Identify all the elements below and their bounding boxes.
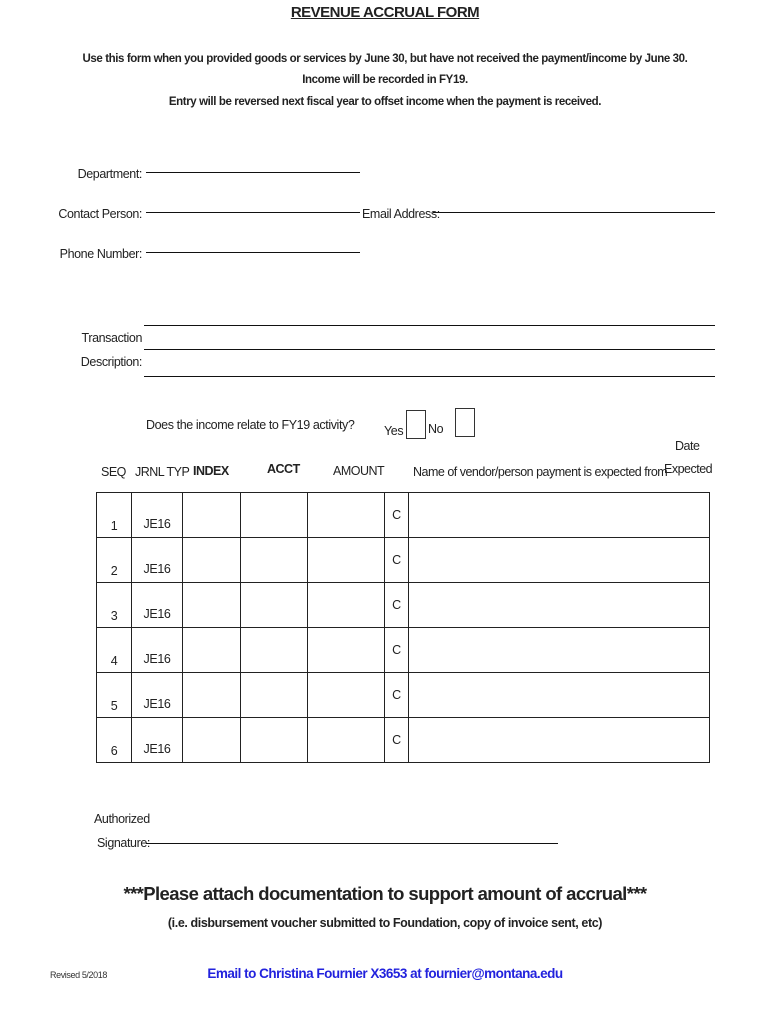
seq-cell: 4 [97, 628, 132, 673]
header-acct: ACCT [267, 462, 300, 476]
jrnl-type-cell: JE16 [132, 493, 183, 538]
vendor-name-cell[interactable] [409, 493, 710, 538]
seq-cell: 3 [97, 583, 132, 628]
acct-cell[interactable] [241, 493, 308, 538]
index-cell[interactable] [183, 583, 241, 628]
amount-cell[interactable] [308, 583, 385, 628]
header-jrnl-typ: JRNL TYP [135, 465, 190, 479]
amount-cell[interactable] [308, 673, 385, 718]
index-cell[interactable] [183, 718, 241, 763]
signature-label: Signature: [97, 836, 150, 850]
table-row [97, 718, 710, 763]
contact-person-label: Contact Person: [58, 207, 142, 221]
jrnl-type-cell: JE16 [132, 628, 183, 673]
yes-checkbox[interactable] [406, 410, 426, 439]
table-row [97, 493, 710, 538]
contact-person-field[interactable] [146, 212, 360, 213]
jrnl-type-cell: JE16 [132, 583, 183, 628]
jrnl-type-cell: JE16 [132, 673, 183, 718]
header-index: INDEX [193, 464, 229, 478]
seq-cell: 6 [97, 718, 132, 763]
credit-indicator-cell: C [385, 673, 409, 718]
accrual-entries-table [96, 492, 710, 763]
index-cell[interactable] [183, 628, 241, 673]
index-cell[interactable] [183, 673, 241, 718]
credit-indicator-cell: C [385, 718, 409, 763]
description-label: Description: [80, 355, 142, 369]
index-cell[interactable] [183, 493, 241, 538]
header-expected: Expected [664, 462, 713, 476]
transaction-description-line-3[interactable] [144, 376, 715, 377]
amount-cell[interactable] [308, 493, 385, 538]
acct-cell[interactable] [241, 673, 308, 718]
transaction-label: Transaction [81, 331, 142, 345]
seq-cell: 5 [97, 673, 132, 718]
department-label: Department: [77, 167, 142, 181]
form-title: REVENUE ACCRUAL FORM [290, 4, 480, 21]
header-amount: AMOUNT [333, 464, 385, 478]
instruction-line-1: Use this form when you provided goods or services by June 30, but have not received the payment/income by June 30. [82, 53, 688, 65]
credit-indicator-cell: C [385, 493, 409, 538]
documentation-examples: (i.e. disbursement voucher submitted to Foundation, copy of invoice sent, etc) [167, 916, 603, 930]
header-seq: SEQ [101, 465, 126, 479]
credit-indicator-cell: C [385, 583, 409, 628]
acct-cell[interactable] [241, 718, 308, 763]
transaction-description-line-1[interactable] [144, 325, 715, 326]
vendor-name-cell[interactable] [409, 538, 710, 583]
phone-number-label: Phone Number: [59, 247, 142, 261]
email-instructions[interactable]: Email to Christina Fournier X3653 at fournier@montana.edu [207, 966, 563, 981]
vendor-name-cell[interactable] [409, 673, 710, 718]
no-label: No [428, 422, 444, 436]
no-checkbox[interactable] [455, 408, 475, 437]
attach-documentation-note: ***Please attach documentation to support amount of accrual*** [123, 883, 647, 904]
seq-cell: 1 [97, 493, 132, 538]
signature-field[interactable] [146, 843, 558, 844]
fy-activity-question: Does the income relate to FY19 activity? [146, 418, 355, 432]
transaction-description-line-2[interactable] [144, 349, 715, 350]
acct-cell[interactable] [241, 538, 308, 583]
jrnl-type-cell: JE16 [132, 718, 183, 763]
department-field[interactable] [146, 172, 360, 173]
amount-cell[interactable] [308, 538, 385, 583]
phone-number-field[interactable] [146, 252, 360, 253]
table-row [97, 673, 710, 718]
authorized-label: Authorized [94, 812, 150, 826]
instruction-line-2: Income will be recorded in FY19. [302, 74, 468, 86]
revised-date: Revised 5/2018 [50, 970, 107, 980]
jrnl-type-cell: JE16 [132, 538, 183, 583]
table-row [97, 583, 710, 628]
amount-cell[interactable] [308, 718, 385, 763]
header-date: Date [675, 439, 700, 453]
instruction-line-3: Entry will be reversed next fiscal year to offset income when the payment is received. [168, 96, 602, 108]
vendor-name-cell[interactable] [409, 718, 710, 763]
amount-cell[interactable] [308, 628, 385, 673]
seq-cell: 2 [97, 538, 132, 583]
table-row [97, 538, 710, 583]
credit-indicator-cell: C [385, 538, 409, 583]
email-address-field[interactable] [433, 212, 715, 213]
vendor-name-cell[interactable] [409, 628, 710, 673]
credit-indicator-cell: C [385, 628, 409, 673]
vendor-name-cell[interactable] [409, 583, 710, 628]
email-address-label: Email Address: [362, 207, 440, 221]
acct-cell[interactable] [241, 583, 308, 628]
acct-cell[interactable] [241, 628, 308, 673]
yes-label: Yes [384, 424, 404, 438]
index-cell[interactable] [183, 538, 241, 583]
header-vendor: Name of vendor/person payment is expected from [413, 465, 668, 479]
table-row [97, 628, 710, 673]
